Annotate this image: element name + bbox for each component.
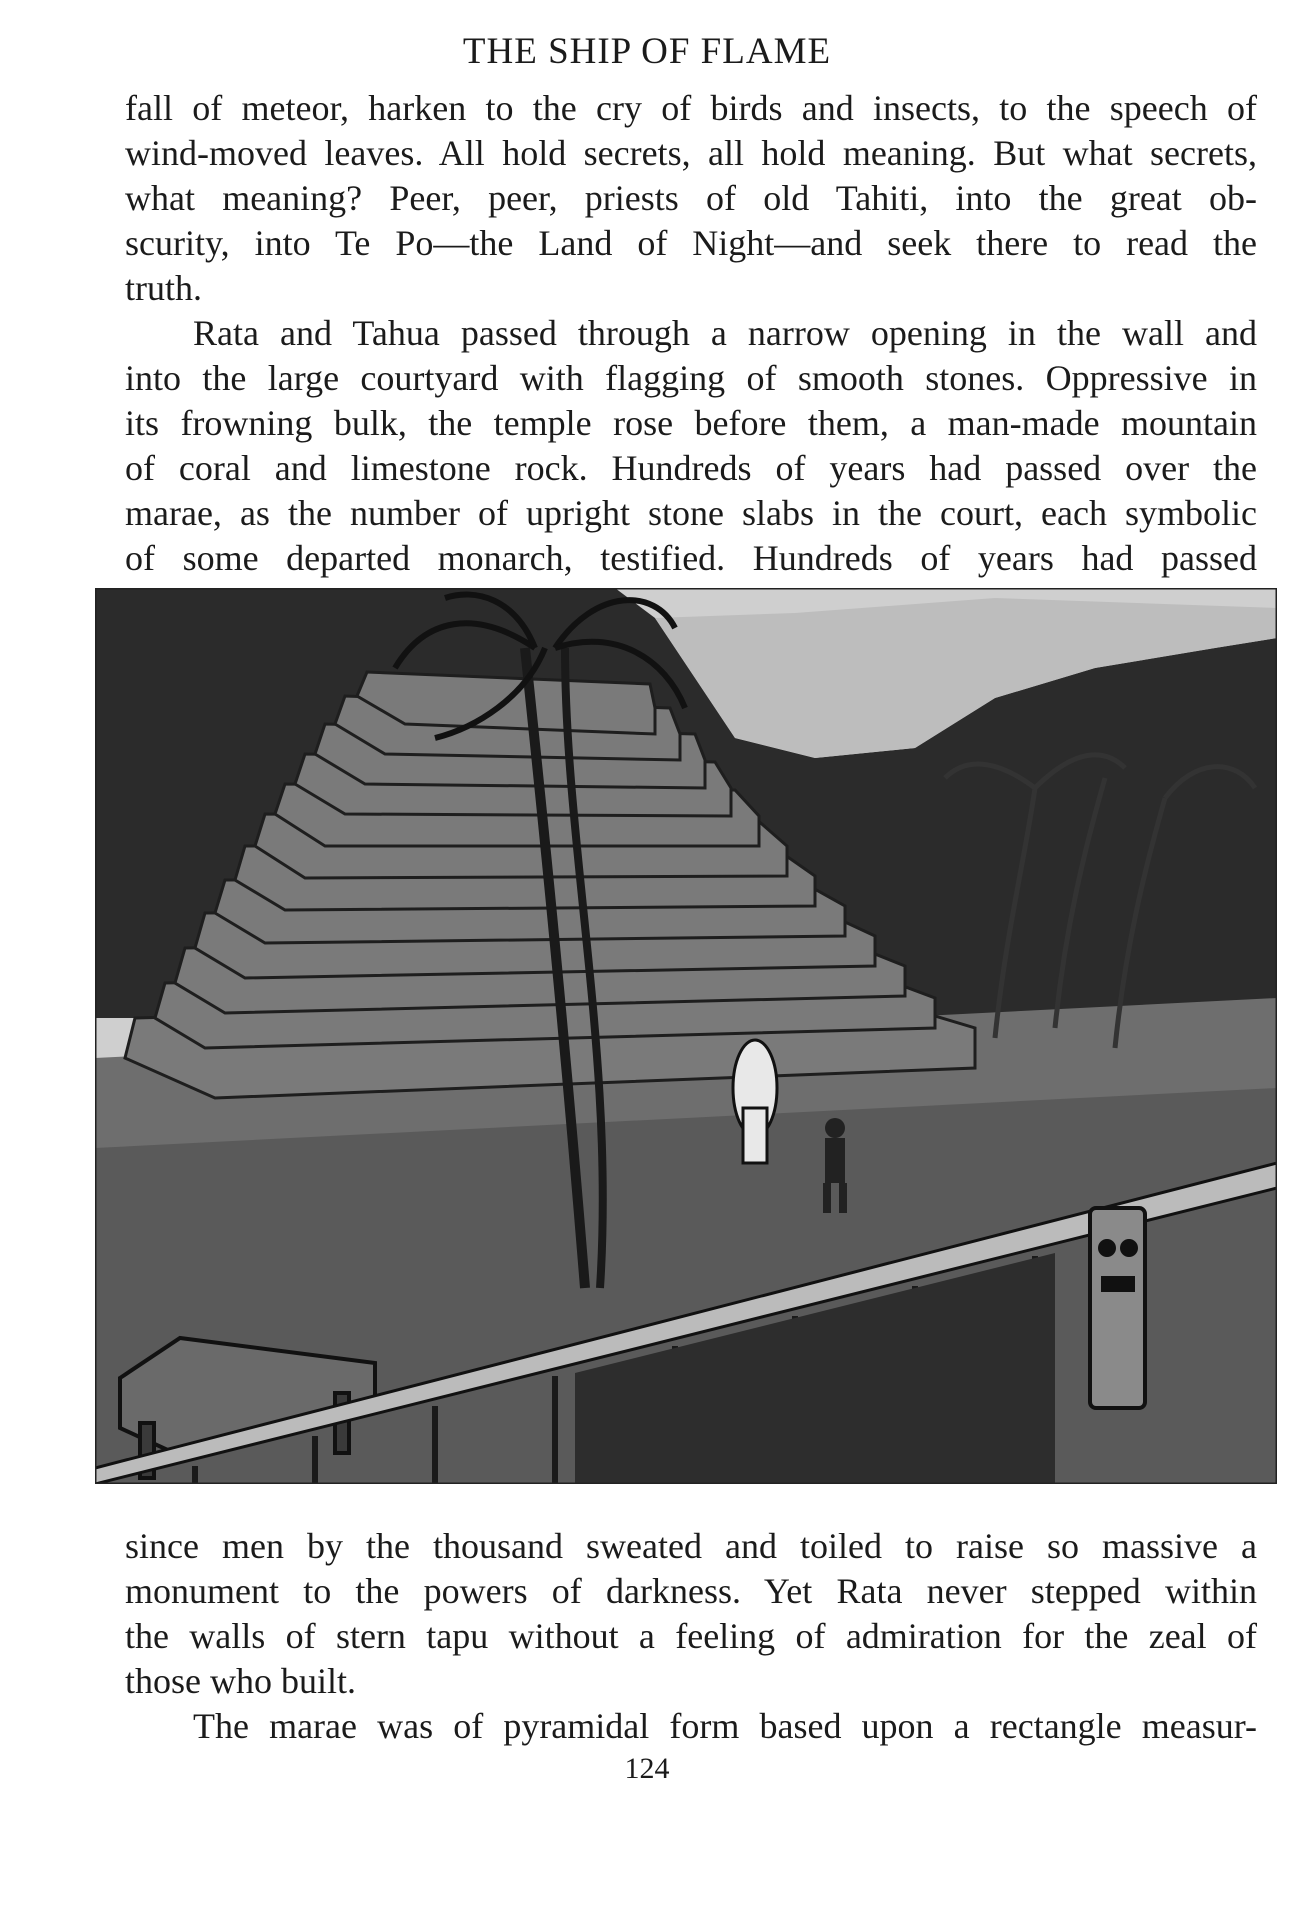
text-line: its frowning bulk, the temple rose before them, a man-made mountain [125,403,1257,443]
text-line: those who built. [125,1661,356,1701]
text-line: what meaning? Peer, peer, priests of old Tahiti, into the great ob- [125,178,1257,218]
text-line: fall of meteor, harken to the cry of birds and insects, to the speech of [125,88,1257,128]
text-line: into the large courtyard with flagging of smooth stones. Oppressive in [125,358,1257,398]
text-line: wind-moved leaves. All hold secrets, all hold meaning. But what secrets, [125,133,1257,173]
illustration-canvas [95,588,1277,1484]
text-line: truth. [125,268,202,308]
text-line: since men by the thousand sweated and toiled to raise so massive a [125,1526,1257,1566]
text-block-top [125,86,1257,581]
text-line: of some departed monarch, testified. Hundreds of years had passed [125,538,1257,578]
text-line: monument to the powers of darkness. Yet Rata never stepped within [125,1571,1257,1611]
text-line: scurity, into Te Po—the Land of Night—and seek there to read the [125,223,1257,263]
text-line: Rata and Tahua passed through a narrow opening in the wall and [193,313,1257,353]
text-line: The marae was of pyramidal form based upon a rectangle measur- [193,1706,1257,1746]
page-number: 124 [624,1752,670,1785]
text-line: marae, as the number of upright stone slabs in the court, each symbolic [125,493,1257,533]
running-head: THE SHIP OF FLAME [462,31,832,72]
text-line: of coral and limestone rock. Hundreds of years had passed over the [125,448,1257,488]
text-block-bottom [125,1524,1257,1749]
tiki-carving [1090,1208,1145,1408]
text-line: the walls of stern tapu without a feeling of admiration for the zeal of [125,1616,1257,1656]
illustration-marae [95,588,1277,1484]
